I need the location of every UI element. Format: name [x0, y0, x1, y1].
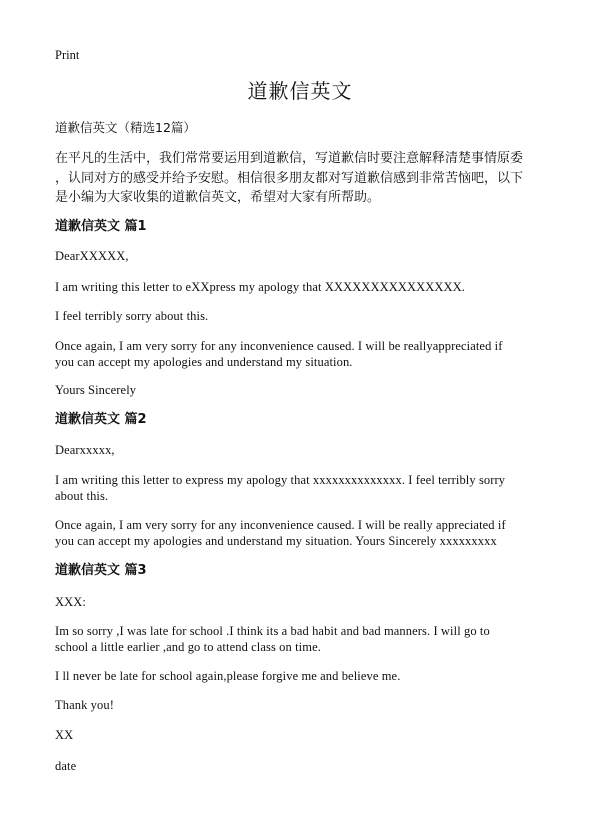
page-title: 道歉信英文	[247, 79, 353, 103]
body-text-line: I feel terribly sorry about this.	[55, 309, 209, 323]
body-text-line: XX	[55, 728, 74, 742]
intro-line: 是小编为大家收集的道歉信英文，希望对大家有所帮助。	[55, 190, 381, 205]
body-text-line: I ll never be late for school again,please forgive me and believe me.	[55, 669, 401, 683]
body-text-line: Once again, I am very sorry for any inconvenience caused. I will be reallyappreciated if	[55, 339, 503, 353]
body-text-line: I am writing this letter to express my apology that xxxxxxxxxxxxxx. I feel terribly sorry	[55, 473, 506, 487]
body-text-line: date	[55, 759, 77, 773]
intro-line: ，认同对方的感受并给予安慰。相信很多朋友都对写道歉信感到非常苦恼吧，以下	[55, 171, 524, 186]
body-text-line: DearXXXXX,	[55, 249, 129, 263]
document-subtitle: 道歉信英文（精选12篇）	[55, 120, 196, 135]
section-heading: 道歉信英文 篇3	[55, 563, 147, 578]
print-link[interactable]: Print	[55, 48, 80, 62]
body-text-line: about this.	[55, 489, 109, 503]
body-text-line: Yours Sincerely	[55, 383, 137, 397]
body-text-line: school a little earlier ,and go to attend class on time.	[55, 640, 321, 654]
body-text-line: you can accept my apologies and understand my situation. Yours Sincerely xxxxxxxxx	[55, 534, 497, 548]
intro-line: 在平凡的生活中，我们常常要运用到道歉信，写道歉信时要注意解释清楚事情原委	[55, 151, 524, 166]
body-text-line: Im so sorry ,I was late for school .I think its a bad habit and bad manners. I will go to	[55, 624, 490, 638]
body-text-line: XXX:	[55, 595, 86, 609]
body-text-line: Dearxxxxx,	[55, 443, 115, 457]
section-heading: 道歉信英文 篇1	[55, 219, 147, 234]
body-text-line: Thank you!	[55, 698, 114, 712]
body-text-line: you can accept my apologies and understand my situation.	[55, 355, 353, 369]
body-text-line: I am writing this letter to eXXpress my apology that XXXXXXXXXXXXXXX.	[55, 280, 465, 294]
body-text-line: Once again, I am very sorry for any inconvenience caused. I will be really appreciated if	[55, 518, 506, 532]
section-heading: 道歉信英文 篇2	[55, 412, 147, 427]
